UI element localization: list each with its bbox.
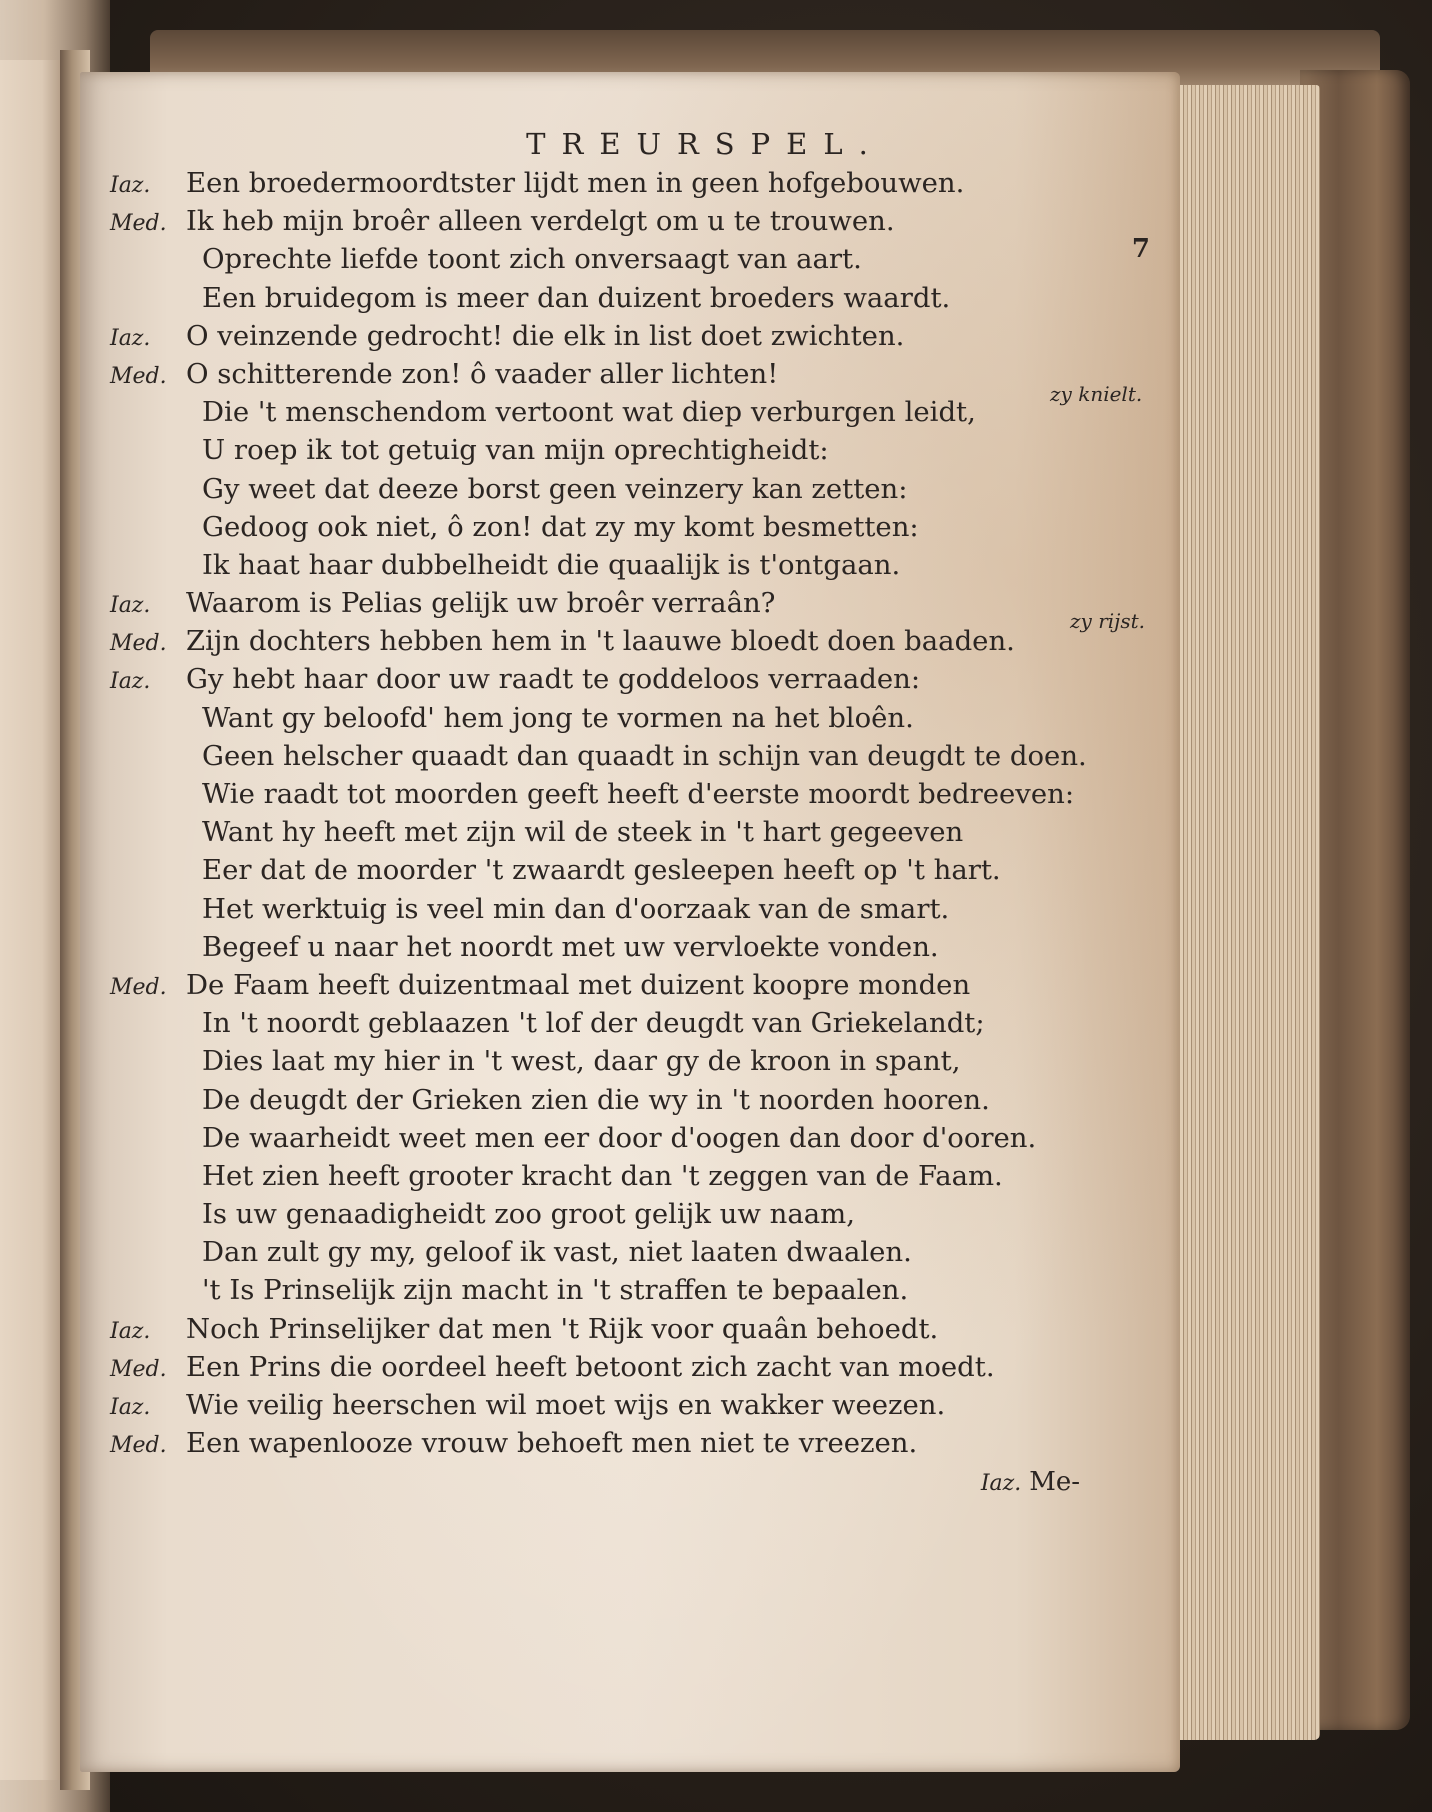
verse-text: Wie veilig heerschen wil moet wijs en wakker weezen.	[186, 1389, 946, 1421]
speaker-label: Iaz.	[110, 325, 151, 351]
verse-text: Wie raadt tot moorden geeft heeft d'eerste moordt bedreeven:	[202, 778, 1075, 810]
speaker-label: Med.	[110, 974, 167, 1000]
verse-text: Dan zult gy my, geloof ik vast, niet laaten dwaalen.	[202, 1236, 912, 1269]
verse-line	[110, 1386, 1170, 1424]
verse-line	[110, 202, 1170, 240]
verse-text: O schitterende zon! ô vaader aller lichten!	[186, 357, 779, 390]
verse-text: Die 't menschendom vertoont wat diep verburgen leidt,	[202, 396, 976, 429]
verse-line	[110, 1271, 1170, 1309]
verse-text: Een Prins die oordeel heeft betoont zich zacht van moedt.	[186, 1350, 995, 1383]
verse-text: Een wapenlooze vrouw behoeft men niet te vreezen.	[186, 1427, 918, 1460]
verse-text: U roep ik tot getuig van mijn oprechtigheidt:	[202, 434, 829, 467]
verse-line	[110, 737, 1170, 775]
verse-text: Noch Prinselijker dat men 't Rijk voor quaân behoedt.	[186, 1312, 939, 1345]
verse-text: Dies laat my hier in 't west, daar gy de kroon in spant,	[202, 1045, 961, 1078]
catchword-speaker: Iaz.	[980, 1471, 1022, 1497]
verse-line	[110, 660, 1170, 698]
verse-line	[110, 813, 1170, 851]
verse-line	[110, 928, 1170, 966]
verse-text: Want hy heeft met zijn wil de steek in 't hart gegeeven	[202, 816, 964, 849]
verse-text: Is uw genaadigheidt zoo groot gelijk uw naam,	[202, 1198, 855, 1231]
verse-text: Een broedermoordtster lijdt men in geen hofgebouwen.	[186, 167, 965, 199]
verse-line	[110, 1195, 1170, 1233]
speaker-label: Med.	[110, 631, 167, 657]
verse-lines	[110, 164, 1170, 1462]
verse-line	[110, 1348, 1170, 1386]
verse-line	[110, 508, 1170, 546]
left-page-edge	[0, 60, 62, 1780]
page-edges	[1160, 85, 1320, 1740]
speaker-label: Iaz.	[110, 669, 151, 695]
running-head: TREURSPEL.	[526, 127, 884, 161]
verse-line	[110, 1004, 1170, 1042]
verse-text: O veinzende gedrocht! die elk in list doet zwichten.	[186, 319, 905, 352]
verse-text: In 't noordt geblaazen 't lof der deugdt van Griekelandt;	[202, 1007, 985, 1040]
verse-text: Waarom is Pelias gelijk uw broêr verraân?	[186, 587, 776, 620]
verse-text: Want gy beloofd' hem jong te vormen na het bloên.	[202, 701, 914, 734]
verse-line	[110, 622, 1170, 660]
catchword-text: Me-	[1029, 1467, 1080, 1498]
speaker-label: Med.	[110, 211, 167, 237]
verse-line	[110, 775, 1170, 813]
verse-text: De waarheidt weet men eer door d'oogen dan door d'ooren.	[202, 1121, 1037, 1154]
verse-line	[110, 584, 1170, 634]
verse-line	[110, 317, 1170, 355]
speaker-label: Med.	[110, 363, 167, 389]
stage-direction-kneels: zy knielt.	[1050, 381, 1143, 406]
verse-line	[110, 431, 1170, 469]
verse-line	[110, 279, 1170, 317]
verse-text: Gy hebt haar door uw raadt te goddeloos verraaden:	[186, 663, 921, 696]
speaker-label: Med.	[110, 1433, 167, 1459]
verse-line	[110, 1424, 1170, 1462]
speaker-label: Iaz.	[110, 1318, 151, 1344]
stage-direction-rises: zy rijst.	[1070, 609, 1146, 634]
verse-text: Het werktuig is veel min dan d'oorzaak van de smart.	[202, 892, 950, 925]
page-number: 7	[1131, 234, 1150, 264]
speaker-label: Iaz.	[110, 1395, 151, 1420]
speaker-label: Iaz.	[110, 593, 151, 619]
verse-text: Gedoog ook niet, ô zon! dat zy my komt besmetten:	[202, 510, 919, 543]
verse-line	[110, 470, 1170, 508]
verse-line	[110, 1157, 1170, 1195]
verse-line	[110, 890, 1170, 928]
verse-text: Geen helscher quaadt dan quaadt in schijn van deugdt te doen.	[202, 739, 1087, 772]
speaker-label: Iaz.	[110, 173, 151, 198]
verse-text: Ik heb mijn broêr alleen verdelgt om u te trouwen.	[186, 205, 895, 238]
verse-text: De deugdt der Grieken zien die wy in 't noorden hooren.	[202, 1083, 990, 1116]
speaker-label: Med.	[110, 1356, 167, 1382]
verse-text: Ik haat haar dubbelheidt die quaalijk is t'ontgaan.	[202, 548, 901, 581]
text-block	[110, 124, 1170, 1502]
verse-line	[110, 1119, 1170, 1157]
verse-line	[110, 546, 1170, 584]
verse-text: Het zien heeft grooter kracht dan 't zeggen van de Faam.	[202, 1159, 1003, 1192]
verse-line	[110, 240, 1170, 278]
verse-text: Begeef u naar het noordt met uw vervloekte vonden.	[202, 930, 939, 963]
verse-line	[110, 355, 1170, 406]
verse-line	[110, 393, 1170, 431]
verse-text: Gy weet dat deeze borst geen veinzery kan zetten:	[202, 472, 908, 505]
verse-text: Zijn dochters hebben hem in 't laauwe bloedt doen baaden.	[186, 625, 1015, 658]
verse-text: De Faam heeft duizentmaal met duizent koopre monden	[186, 968, 971, 1001]
verse-text: Oprechte liefde toont zich onversaagt van aart.	[202, 243, 862, 276]
verse-text: Een bruidegom is meer dan duizent broeders waardt.	[202, 281, 951, 314]
printed-page	[80, 72, 1180, 1772]
verse-line	[110, 966, 1170, 1004]
verse-line	[110, 1081, 1170, 1119]
verse-line	[110, 1042, 1170, 1080]
verse-text: Eer dat de moorder 't zwaardt gesleepen heeft op 't hart.	[202, 854, 1001, 887]
verse-line	[110, 1310, 1170, 1348]
verse-line	[110, 1233, 1170, 1271]
verse-line	[110, 851, 1170, 889]
verse-line	[110, 699, 1170, 737]
verse-line	[110, 164, 1170, 202]
catchword	[110, 1462, 1170, 1502]
verse-text: 't Is Prinselijk zijn macht in 't straffen te bepaalen.	[202, 1274, 909, 1307]
